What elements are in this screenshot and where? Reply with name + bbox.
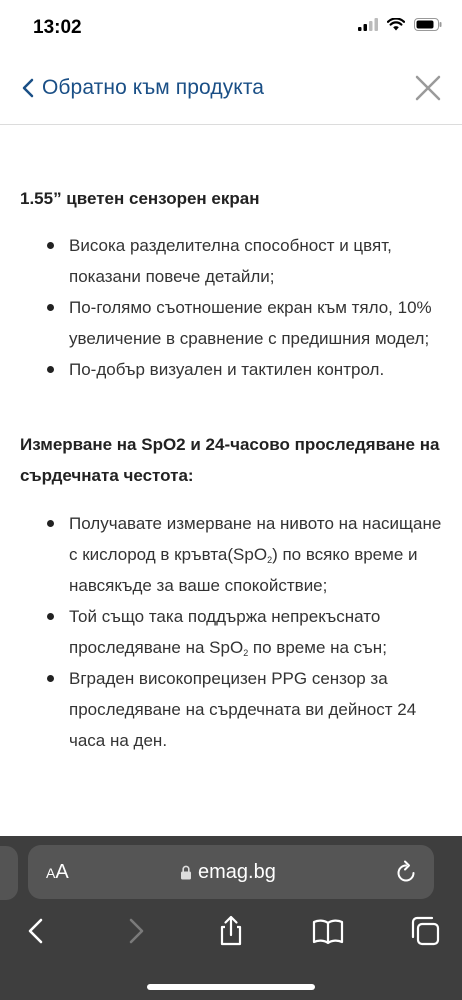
lock-icon — [180, 865, 192, 880]
display-features-list — [0, 230, 462, 385]
list-item-text: Вграден високопрецизен PPG сензор за проследяване на сърдечната ви дейност 24 часа на ден. — [69, 669, 417, 750]
status-icons — [358, 18, 442, 31]
product-description — [0, 124, 462, 836]
previous-tab-preview[interactable] — [0, 846, 18, 900]
bullet-dot — [47, 675, 54, 682]
address-bar[interactable] — [28, 845, 434, 899]
back-link-label: Обратно към продукта — [42, 76, 265, 99]
reader-text-size-button[interactable]: AA — [46, 861, 69, 883]
list-item-text: Получавате измерване на нивото на насищане с кислород в кръвта(SpO$_2$) по всяко време и навсякъде за ваше спокойствие; — [69, 514, 442, 595]
url-text: emag.bg — [198, 861, 276, 883]
spo2-features-list — [0, 508, 462, 756]
bullet-dot — [47, 520, 54, 527]
bullet-dot — [47, 304, 54, 311]
modal-header — [0, 58, 462, 125]
share-icon[interactable] — [214, 914, 248, 948]
bullet-dot — [47, 242, 54, 249]
list-item-text: Той също така поддържа непрекъснато проследяване на SpO$_2$ по време на сън; — [69, 607, 387, 658]
bullet-dot — [47, 613, 54, 620]
close-icon[interactable] — [414, 74, 442, 102]
reload-icon[interactable] — [394, 859, 418, 885]
back-chevron-icon — [22, 78, 34, 98]
url-display[interactable] — [180, 861, 276, 884]
wifi-icon — [387, 18, 405, 31]
back-arrow-icon[interactable] — [20, 914, 54, 948]
battery-icon — [414, 18, 442, 31]
list-item — [0, 508, 462, 601]
signal-icon — [358, 18, 378, 31]
bookmarks-icon[interactable] — [311, 914, 345, 948]
section-title-display: 1.55” цветен сензорен екран — [20, 189, 260, 208]
list-item — [0, 230, 462, 292]
list-item — [0, 601, 462, 663]
section-title-spo2: Измерване на SpO2 и 24-часово проследяване на сърдечната честота: — [20, 435, 440, 485]
list-item-text: По-добър визуален и тактилен контрол. — [69, 360, 385, 379]
browser-toolbar — [0, 836, 462, 1000]
bullet-dot — [47, 366, 54, 373]
list-item — [0, 354, 462, 385]
tabs-icon[interactable] — [408, 914, 442, 948]
list-item — [0, 292, 462, 354]
list-item-text: Висока разделителна способност и цвят, показани повече детайли; — [69, 236, 392, 286]
status-time: 13:02 — [33, 17, 82, 38]
forward-arrow-icon[interactable] — [118, 914, 152, 948]
list-item-text: По-голямо съотношение екран към тяло, 10% увеличение в сравнение с предишния модел; — [69, 298, 432, 348]
list-item — [0, 663, 462, 756]
home-indicator — [147, 984, 315, 990]
back-to-product-link[interactable] — [22, 76, 264, 100]
status-bar — [0, 0, 462, 58]
